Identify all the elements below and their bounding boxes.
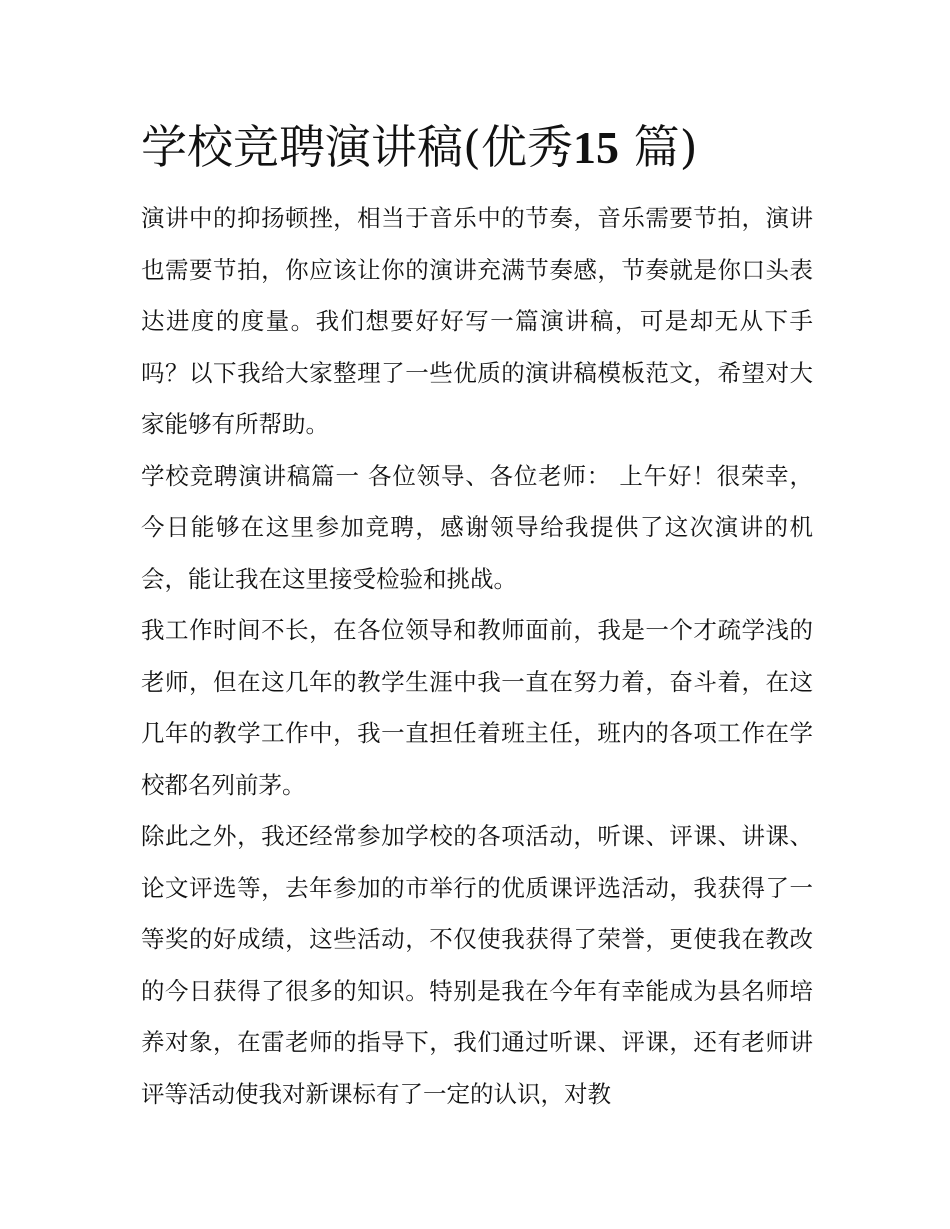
paragraph-activities: 除此之外，我还经常参加学校的各项活动，听课、评课、讲课、论文评选等，去年参加的市举行的优质课评选活动，我获得了一等奖的好成绩，这些活动，不仅使我获得了荣誉，更使我在教改的今日获得了很多的知识。特别是我在今年有幸能成为县名师培养对象，在雷老师的指导下，我们通过听课、评课，还有老师讲评等活动使我对新课标有了一定的认识，对教 (141, 822, 813, 1108)
document-title (141, 118, 813, 177)
document-content (141, 118, 813, 1120)
title-prefix: 学校竞聘演讲稿(优秀 (141, 120, 573, 174)
title-number: 15 (572, 122, 619, 173)
title-suffix: 篇) (633, 120, 698, 174)
document-body (141, 193, 813, 1120)
paragraph-intro: 演讲中的抑扬顿挫，相当于音乐中的节奏，音乐需要节拍，演讲也需要节拍，你应该让你的演讲充满节奏感，节奏就是你口头表达进度的度量。我们想要好好写一篇演讲稿，可是却无从下手吗？以下我给大家整理了一些优质的演讲稿模板范文，希望对大家能够有所帮助。 (141, 204, 813, 438)
paragraph-work-experience: 我工作时间不长，在各位领导和教师面前，我是一个才疏学浅的老师，但在这几年的教学生涯中我一直在努力着，奋斗着，在这几年的教学工作中，我一直担任着班主任，班内的各项工作在学校都名列前茅。 (141, 616, 813, 799)
paragraph-greeting: 学校竞聘演讲稿篇一 各位领导、各位老师： 上午好！很荣幸，今日能够在这里参加竞聘，感谢领导给我提供了这次演讲的机会，能让我在这里接受检验和挑战。 (141, 461, 813, 593)
